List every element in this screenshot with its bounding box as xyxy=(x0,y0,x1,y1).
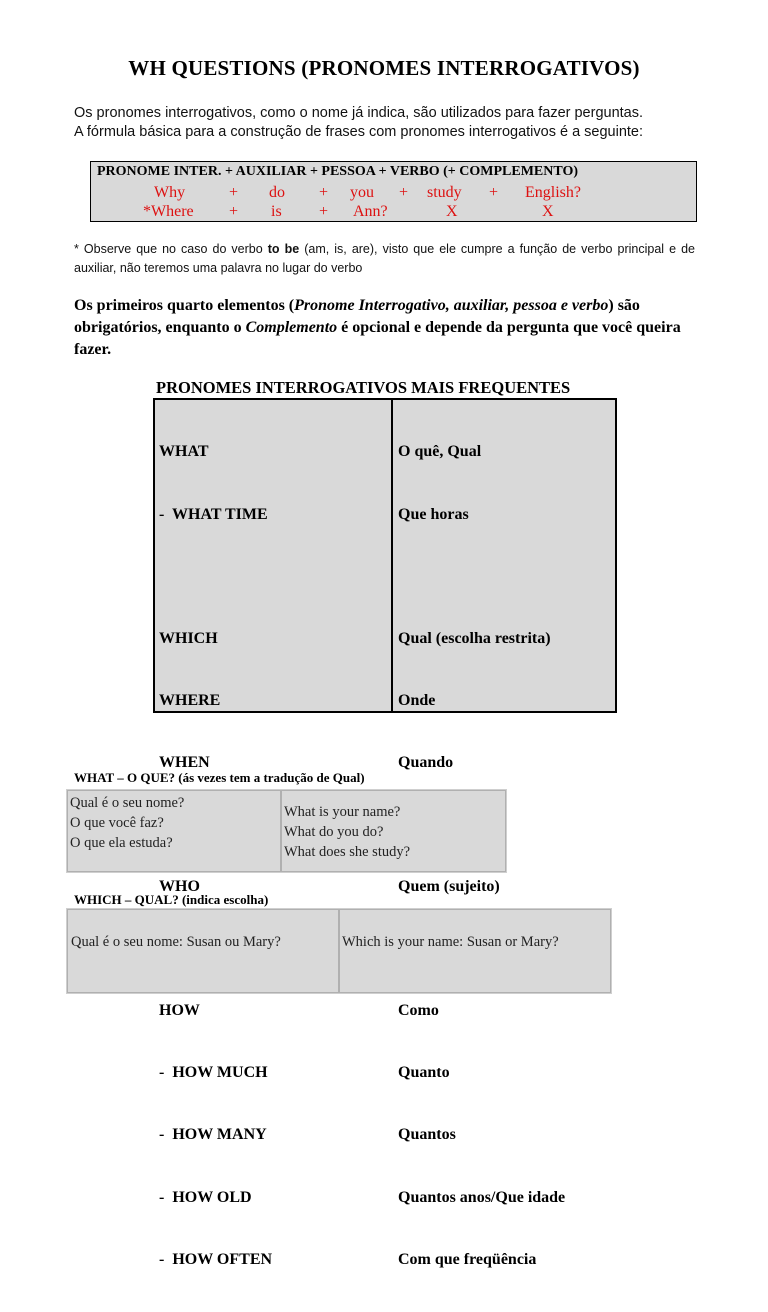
table-row: Quem (sujeito) xyxy=(398,878,500,896)
table-row xyxy=(398,567,565,588)
formula-cell: X xyxy=(446,203,458,220)
what-section-heading: WHAT – O QUE? (ás vezes tem a tradução de Qual) xyxy=(74,770,365,785)
list-item: Which is your name: Susan or Mary? xyxy=(342,934,559,950)
which-portuguese-cell xyxy=(67,909,339,993)
table-row: Quantos anos/Que idade xyxy=(398,1188,566,1206)
table-row: WHAT xyxy=(159,443,209,461)
table-row: Quanto xyxy=(398,1064,450,1082)
formula-cell: + xyxy=(229,184,239,201)
formula-cell: English? xyxy=(525,184,581,201)
table-row: - HOW OFTEN xyxy=(159,1250,273,1268)
formula-cell: *Where xyxy=(143,203,194,220)
table-divider xyxy=(391,400,393,711)
formula-cell: do xyxy=(269,184,285,201)
table-row: - HOW MANY xyxy=(159,1126,267,1144)
table-row: - WHAT TIME xyxy=(159,505,268,523)
list-item: What does she study? xyxy=(284,844,411,860)
note-text-end: (am, is, are), visto que ele cumpre a função de verbo principal e de auxiliar, não teremos uma palavra no lugar do verbo xyxy=(74,242,695,275)
formula-cell: study xyxy=(427,184,462,201)
table-row: WHICH xyxy=(159,629,218,647)
formula-cell: Ann? xyxy=(353,203,388,220)
formula-row-where xyxy=(91,203,696,223)
table-row: Que horas xyxy=(398,505,469,523)
table-row: - HOW MUCH xyxy=(159,1064,268,1082)
list-item: Qual é o seu nome: Susan ou Mary? xyxy=(71,934,281,950)
formula-header: PRONOME INTER. + AUXILIAR + PESSOA + VERBO (+ COMPLEMENTO) xyxy=(97,164,578,179)
list-item: What do you do? xyxy=(284,824,384,840)
table-row: Com que freqüência xyxy=(398,1250,537,1268)
pronouns-table-title: PRONOMES INTERROGATIVOS MAIS FREQUENTES xyxy=(156,378,571,397)
table-row: O quê, Qual xyxy=(398,443,482,461)
formula-row-why xyxy=(91,184,696,204)
intro-line-2: A fórmula básica para a construção de frases com pronomes interrogativos é a seguinte: xyxy=(74,124,644,140)
para-italic: Pronome Interrogativo, auxiliar, pessoa e verbo xyxy=(294,297,609,314)
verb-note xyxy=(74,240,695,278)
note-text: * Observe que no caso do verbo xyxy=(74,242,268,256)
table-row: Onde xyxy=(398,691,436,709)
which-examples-table xyxy=(66,908,612,994)
formula-cell: + xyxy=(319,184,329,201)
para-italic: Complemento xyxy=(245,319,338,336)
table-row xyxy=(159,567,272,588)
table-row: Como xyxy=(398,1002,439,1020)
which-english-cell xyxy=(339,909,611,993)
formula-cell: + xyxy=(399,184,409,201)
note-bold: to be xyxy=(267,242,300,256)
formula-cell: + xyxy=(229,203,239,220)
formula-cell: X xyxy=(542,203,554,220)
what-examples-table xyxy=(66,789,507,873)
table-row: HOW xyxy=(159,1002,200,1020)
which-section-heading: WHICH – QUAL? (indica escolha) xyxy=(74,892,269,907)
table-row: Quando xyxy=(398,753,454,771)
para-text: ) são obrigatórios, enquanto o xyxy=(74,297,640,336)
formula-cell: you xyxy=(350,184,374,201)
formula-cell: + xyxy=(489,184,499,201)
list-item: What is your name? xyxy=(284,804,401,820)
formula-cell: Why xyxy=(154,184,186,201)
para-text: é opcional e depende da pergunta que você queira fazer. xyxy=(74,319,681,358)
table-row: Qual (escolha restrita) xyxy=(398,629,551,647)
formula-cell: + xyxy=(319,203,329,220)
table-row: WHERE xyxy=(159,691,221,709)
intro-text xyxy=(74,104,696,142)
table-row: Quantos xyxy=(398,1126,456,1144)
formula-cell: is xyxy=(271,203,282,220)
intro-line-1: Os pronomes interrogativos, como o nome já indica, são utilizados para fazer perguntas. xyxy=(74,105,644,121)
table-row: WHO xyxy=(159,878,200,896)
list-item: O que ela estuda? xyxy=(70,835,173,851)
elements-paragraph xyxy=(74,295,698,361)
list-item: O que você faz? xyxy=(70,815,164,831)
formula-box xyxy=(90,161,697,222)
what-portuguese-cell xyxy=(67,790,281,872)
page-title: WH QUESTIONS (PRONOMES INTERROGATIVOS) xyxy=(128,56,640,80)
table-row: WHEN xyxy=(159,753,210,771)
list-item: Qual é o seu nome? xyxy=(70,795,185,811)
table-row: - HOW OLD xyxy=(159,1188,252,1206)
what-english-cell xyxy=(281,790,506,872)
para-text: Os primeiros quarto elementos ( xyxy=(74,297,295,314)
